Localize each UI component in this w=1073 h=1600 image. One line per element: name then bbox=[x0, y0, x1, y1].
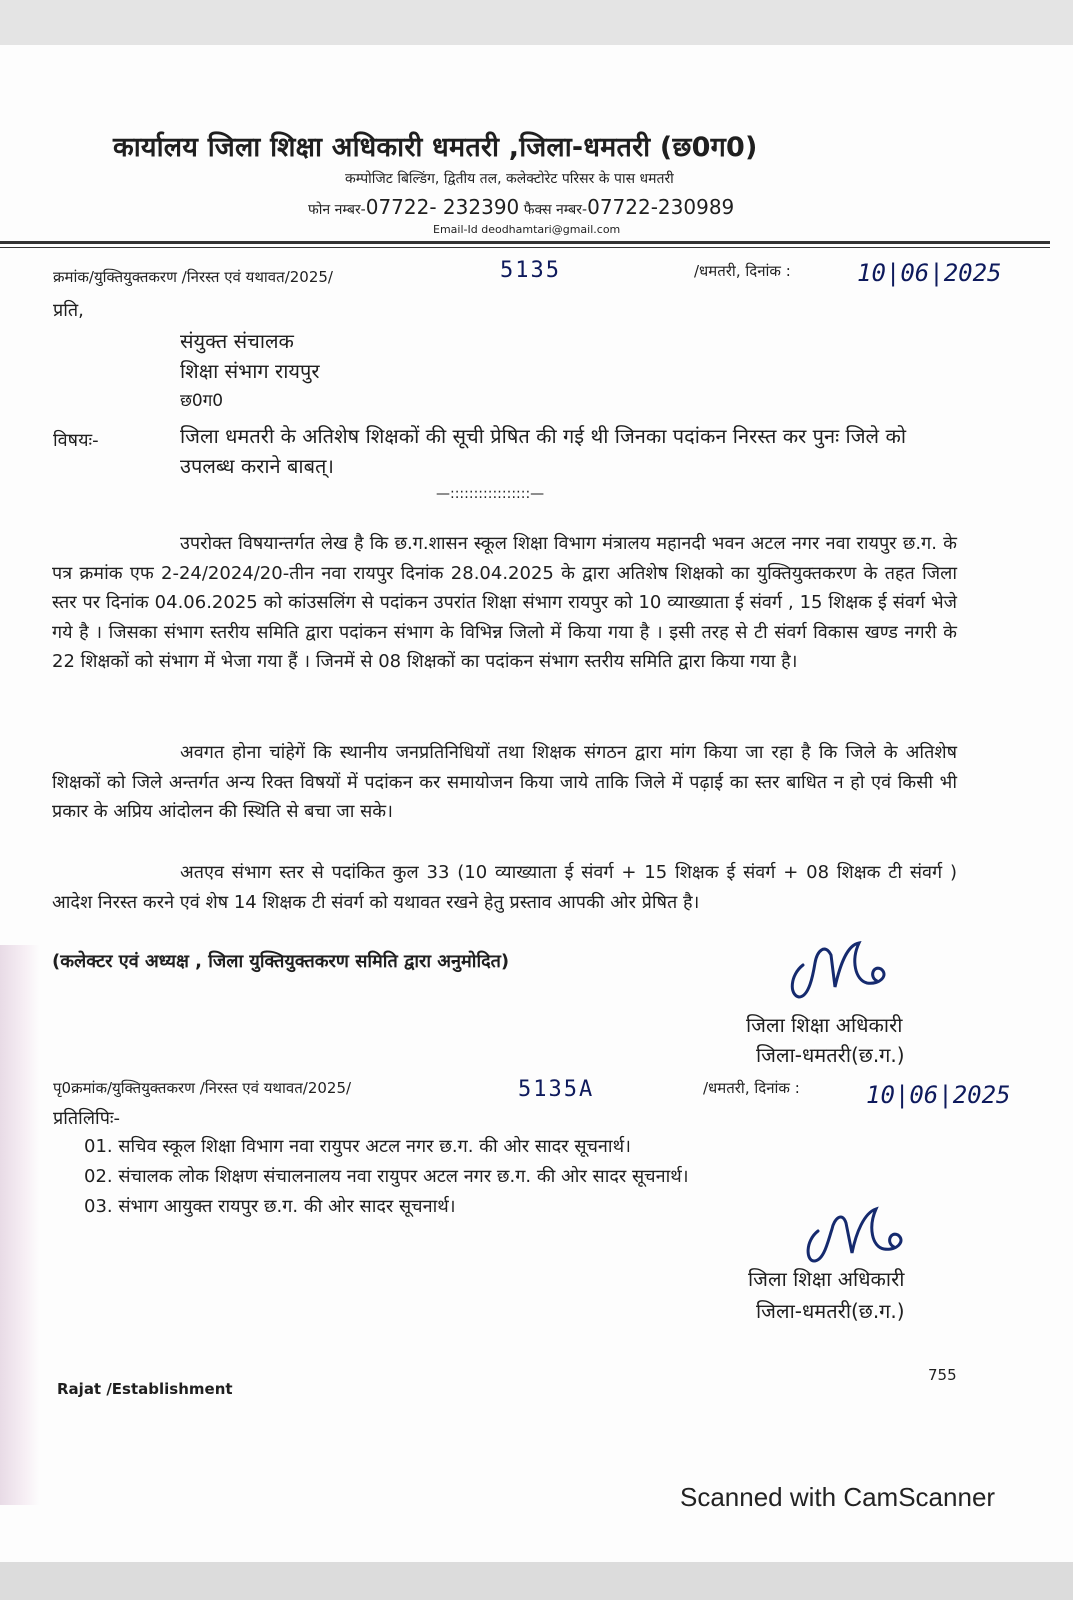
prati-label: प्रति, bbox=[53, 300, 84, 321]
body-paragraph-3: अतएव संभाग स्तर से पदांकित कुल 33 (10 व्याख्याता ई संवर्ग + 15 शिक्षक ई संवर्ग + 08 शिक्षक टी संवर्ग ) आदेश निरस्त करने एवं शेष 14 शिक्षक टी संवर्ग को यथावत रखने हेतु प्रस्ताव आपकी ओर प्रेषित है। bbox=[52, 862, 957, 913]
reference-date: 10|06|2025 bbox=[857, 259, 1002, 287]
approval-note: (कलेक्टर एवं अध्यक्ष , जिला युक्तियुक्तकरण समिति द्वारा अनुमोदित) bbox=[52, 951, 510, 972]
header-rule-thick bbox=[0, 241, 1050, 244]
reference-place-date-label: /धमतरी, दिनांक : bbox=[694, 262, 791, 280]
signature-1 bbox=[785, 925, 905, 1005]
reference-label: क्रमांक/युक्तियुक्तकरण /निरस्त एवं यथावत/2025/ bbox=[53, 268, 333, 286]
copy-item-3: 03. संभाग आयुक्त रायपुर छ.ग. की ओर सादर सूचनार्थ। bbox=[84, 1196, 456, 1217]
copy-reference-place-date-label: /धमतरी, दिनांक : bbox=[703, 1079, 800, 1097]
letter-page bbox=[0, 45, 1073, 1562]
signatory-2-district: जिला-धमतरी(छ.ग.) bbox=[756, 1299, 905, 1323]
phone-label: फोन नम्बर- bbox=[308, 202, 366, 218]
scanner-watermark: Scanned with CamScanner bbox=[680, 1482, 996, 1512]
copies-label: प्रतिलिपिः- bbox=[53, 1108, 121, 1129]
copy-reference-date: 10|06|2025 bbox=[866, 1081, 1011, 1109]
reference-number: 5135 bbox=[500, 258, 561, 283]
signatory-1-district: जिला-धमतरी(छ.ग.) bbox=[756, 1043, 905, 1067]
header-rule-thin bbox=[0, 247, 1050, 248]
office-title: कार्यालय जिला शिक्षा अधिकारी धमतरी ,जिला-धमतरी (छ0ग0) bbox=[113, 132, 758, 163]
phone-number: 07722- 232390 bbox=[365, 195, 520, 219]
copy-reference-number: 5135A bbox=[518, 1077, 595, 1102]
office-email: Email-Id deodhamtari@gmail.com bbox=[433, 223, 621, 236]
body-paragraph-2: अवगत होना चांहेगें कि स्थानीय जनप्रतिनिधियों तथा शिक्षक संगठन द्वारा मांग किया जा रहा है कि जिले के अतिशेष शिक्षकों को जिले अन्तर्गत अन्य रिक्त विषयों में पदांकन कर समायोजन किया जाये ताकि जिले में पढ़ाई का स्तर बाधित न हो एवं किसी भी प्रकार के अप्रिय आंदोलन की स्थिति से बचा जा सके। bbox=[52, 742, 957, 822]
page-number: 755 bbox=[928, 1366, 957, 1384]
recipient-line-2: शिक्षा संभाग रायपुर bbox=[180, 359, 320, 383]
office-address: कम्पोजिट बिल्डिंग, द्वितीय तल, कलेक्टोरेट परिसर के पास धमतरी bbox=[345, 171, 674, 187]
subject-separator: —:::::::::::::::::— bbox=[436, 486, 545, 502]
copy-item-1: 01. सचिव स्कूल शिक्षा विभाग नवा रायुपर अटल नगर छ.ग. की ओर सादर सूचनार्थ। bbox=[84, 1136, 631, 1157]
contact-line bbox=[308, 195, 734, 219]
signatory-1-title: जिला शिक्षा अधिकारी bbox=[746, 1013, 903, 1037]
subject-text: जिला धमतरी के अतिशेष शिक्षकों की सूची प्रेषित की गई थी जिनका पदांकन निरस्त कर पुनः जिले को उपलब्ध कराने बाबत्। bbox=[180, 424, 907, 478]
signatory-2-title: जिला शिक्षा अधिकारी bbox=[748, 1267, 905, 1291]
page-edge-shadow bbox=[0, 945, 40, 1505]
signature-2 bbox=[800, 1195, 920, 1275]
scan-top-border bbox=[0, 0, 1073, 45]
recipient-line-3: छ0ग0 bbox=[180, 391, 224, 411]
scan-bottom-border bbox=[0, 1562, 1073, 1600]
recipient-line-1: संयुक्त संचालक bbox=[180, 329, 294, 353]
copy-item-2: 02. संचालक लोक शिक्षण संचालनालय नवा रायुपर अटल नगर छ.ग. की ओर सादर सूचनार्थ। bbox=[84, 1166, 689, 1187]
subject-label: विषयः- bbox=[53, 430, 99, 451]
clerk-note: Rajat /Establishment bbox=[57, 1380, 233, 1398]
body-paragraph-1: उपरोक्त विषयान्तर्गत लेख है कि छ.ग.शासन स्कूल शिक्षा विभाग मंत्रालय महानदी भवन अटल नगर नवा रायपुर छ.ग. के पत्र क्रमांक एफ 2-24/2024/20-तीन नवा रायपुर दिनांक 28.04.2025 के द्वारा अतिशेष शिक्षको का युक्तियुक्तकरण के तहत जिला स्तर पर दिनांक 04.06.2025 को कांउसलिंग से पदांकन उपरांत शिक्षा संभाग रायपुर को 10 व्याख्याता ई संवर्ग , 15 शिक्षक ई संवर्ग भेजे गये है । जिसका संभाग स्तरीय समिति द्वारा पदांकन संभाग के विभिन्न जिलो में किया गया है । इसी तरह से टी संवर्ग विकास खण्ड नगरी के 22 शिक्षकों को संभाग में भेजा गया हैं । जिनमें से 08 शिक्षकों का पदांकन संभाग स्तरीय समिति द्वारा किया गया है। bbox=[52, 533, 957, 672]
fax-label: फैक्स नम्बर- bbox=[523, 202, 588, 218]
copy-reference-label: पृ0क्रमांक/युक्तियुक्तकरण /निरस्त एवं यथावत/2025/ bbox=[53, 1079, 352, 1097]
fax-number: 07722-230989 bbox=[587, 195, 735, 219]
